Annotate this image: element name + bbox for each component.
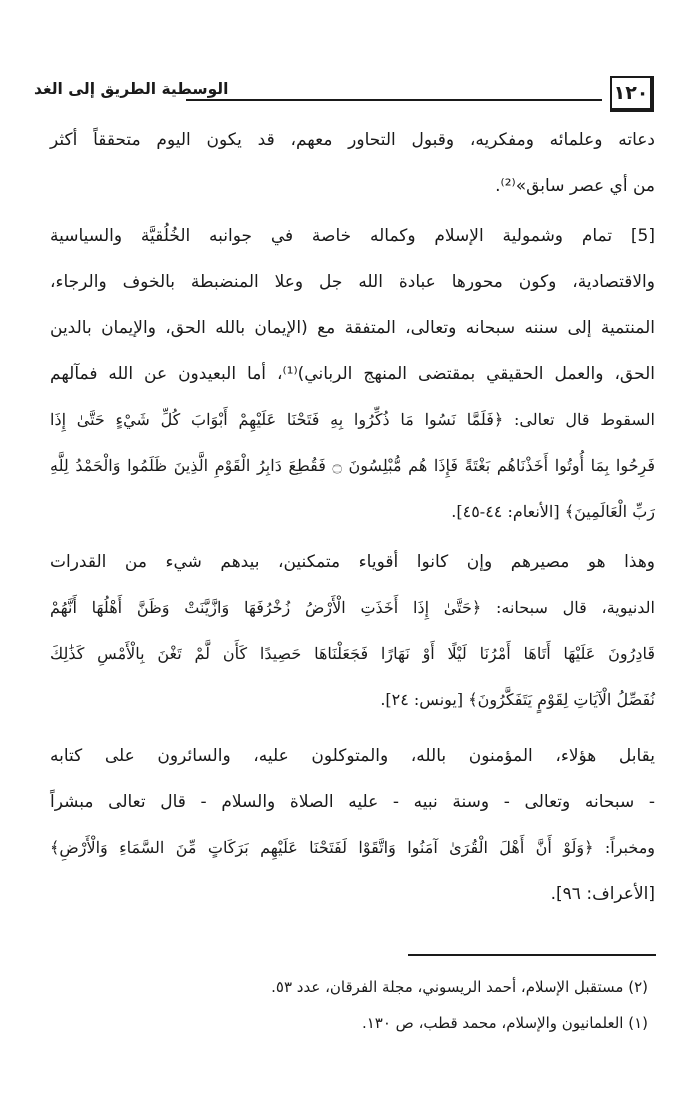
quran-verse-line: السقوط قال تعالى: ﴿فَلَمَّا نَسُوا مَا ذُكِّرُوا بِهِ فَتَحْنَا عَلَيْهِمْ أَبْوَابَ كُلِّ شَيْءٍ حَتَّىٰ إِذَا xyxy=(50,410,655,429)
quran-verse-line: قَادِرُونَ عَلَيْهَا أَتَاهَا أَمْرُنَا لَيْلًا أَوْ نَهَارًا فَجَعَلْنَاهَا حَصِيدًا كَأَن لَّمْ تَغْنَ بِالْأَمْسِ كَذَٰلِكَ xyxy=(50,644,655,663)
paragraph-line: من أي عصر سابق»⁽²⁾. xyxy=(495,176,655,196)
footnote-separator xyxy=(408,954,656,956)
quran-verse-line: فَرِحُوا بِمَا أُوتُوا أَخَذْنَاهُم بَغْتَةً فَإِذَا هُم مُّبْلِسُونَ ۝ فَقُطِعَ دَابِرُ الْقَوْمِ الَّذِينَ ظَلَمُوا وَالْحَمْدُ لِلَّهِ xyxy=(50,456,655,475)
paragraph-line: يقابل هؤلاء، المؤمنون بالله، والمتوكلون عليه، والسائرون على كتابه xyxy=(50,746,655,766)
footnote: (٢) مستقبل الإسلام، أحمد الريسوني، مجلة الفرقان، عدد ٥٣. xyxy=(271,978,648,996)
paragraph-line: الحق، والعمل الحقيقي بمقتضى المنهج الرباني)⁽¹⁾، أما البعيدون عن الله فمآلهم xyxy=(50,364,655,384)
footnote: (١) العلمانيون والإسلام، محمد قطب، ص ١٣٠. xyxy=(361,1014,648,1032)
paragraph-line: [5] تمام وشمولية الإسلام وكماله خاصة في جوانبه الخُلُقيَّة والسياسية xyxy=(50,226,655,246)
quran-verse-line: الدنيوية، قال سبحانه: ﴿حَتَّىٰ إِذَا أَخَذَتِ الْأَرْضُ زُخْرُفَهَا وَازَّيَّنَتْ وَظَنَّ أَهْلُهَا أَنَّهُمْ xyxy=(50,598,655,617)
paragraph-line: دعاته وعلمائه ومفكريه، وقبول التحاور معهم، قد يكون اليوم متحققاً أكثر xyxy=(50,130,655,150)
paragraph-line: والاقتصادية، وكون محورها عبادة الله جل وعلا المنضبطة بالخوف والرجاء، xyxy=(50,272,655,292)
paragraph-line: - سبحانه وتعالى - وسنة نبيه - عليه الصلاة والسلام - قال تعالى مبشراً xyxy=(50,792,655,812)
paragraph-line: المنتمية إلى سننه سبحانه وتعالى، المتفقة مع (الإيمان بالله الحق، والإيمان بالدين xyxy=(50,318,655,338)
page-header xyxy=(34,76,654,116)
page-number: ١٢٠ xyxy=(610,76,654,112)
paragraph-line: [الأعراف: ٩٦]. xyxy=(550,884,655,904)
paragraph-line: وهذا هو مصيرهم وإن كانوا أقوياء متمكنين، بيدهم شيء من القدرات xyxy=(50,552,655,572)
quran-verse-line: ومخبراً: ﴿وَلَوْ أَنَّ أَهْلَ الْقُرَىٰ آمَنُوا وَاتَّقَوْا لَفَتَحْنَا عَلَيْهِم بَرَكَاتٍ مِّنَ السَّمَاءِ وَالْأَرْضِ﴾ xyxy=(50,838,655,857)
quran-verse-line: نُفَصِّلُ الْآيَاتِ لِقَوْمٍ يَتَفَكَّرُونَ﴾ [يونس: ٢٤]. xyxy=(380,690,655,709)
header-rule xyxy=(186,99,602,101)
quran-verse-line: رَبِّ الْعَالَمِينَ﴾ [الأنعام: ٤٤-٤٥]. xyxy=(451,502,655,521)
running-title: الوسطية الطريق إلى الغد xyxy=(34,80,229,98)
